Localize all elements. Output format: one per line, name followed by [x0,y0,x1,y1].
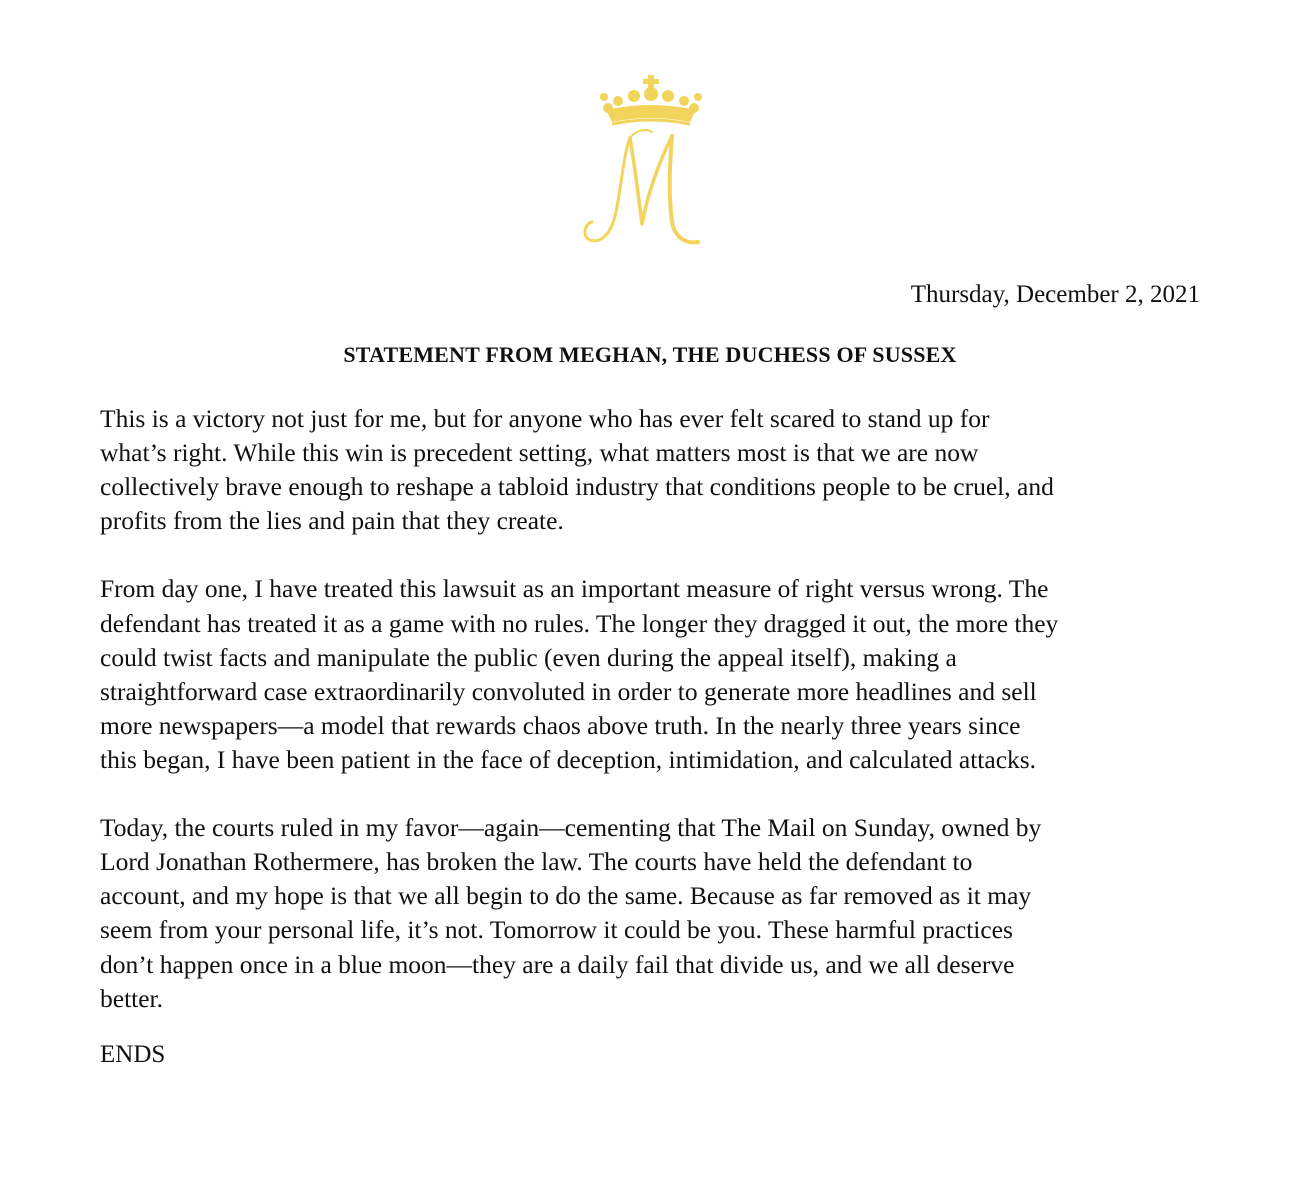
crowned-m-monogram-icon [576,72,726,252]
text-line: what’s right. While this win is precedent setting, what matters most is that we are now [100,438,979,468]
text-line: this began, I have been patient in the face of deception, intimidation, and calculated attacks. [100,744,1037,774]
text-line: collectively brave enough to reshape a tabloid industry that conditions people to be cruel, and [100,472,1054,502]
text-line: seem from your personal life, it’s not. Tomorrow it could be you. These harmful practices [100,915,1013,945]
statement-date: Thursday, December 2, 2021 [910,281,1200,308]
text-line: could twist facts and manipulate the public (even during the appeal itself), making a [100,642,957,672]
statement-title: STATEMENT FROM MEGHAN, THE DUCHESS OF SUSSEX [343,342,957,367]
text-line: From day one, I have treated this lawsuit as an important measure of right versus wrong. The [100,574,1049,604]
text-line: better. [100,983,164,1013]
ends-marker: ENDS [100,1041,166,1068]
paragraph-3 [100,811,1210,1016]
text-line: don’t happen once in a blue moon—they are a daily fail that divide us, and we all deserve [100,949,1015,979]
paragraph-2 [100,572,1210,777]
text-line: profits from the lies and pain that they create. [100,506,564,536]
text-line: defendant has treated it as a game with no rules. The longer they dragged it out, the more they [100,608,1059,638]
text-line: This is a victory not just for me, but for anyone who has ever felt scared to stand up for [100,404,990,433]
paragraph-1 [100,402,1210,538]
text-line: more newspapers—a model that rewards chaos above truth. In the nearly three years since [100,710,1021,740]
text-line: Lord Jonathan Rothermere, has broken the law. The courts have held the defendant to [100,847,973,877]
statement-body [100,402,1210,1050]
text-line: account, and my hope is that we all begin to do the same. Because as far removed as it may [100,881,1032,911]
text-line: Today, the courts ruled in my favor—again—cementing that The Mail on Sunday, owned by [100,813,1042,843]
text-line: straightforward case extraordinarily convoluted in order to generate more headlines and sell [100,676,1037,706]
